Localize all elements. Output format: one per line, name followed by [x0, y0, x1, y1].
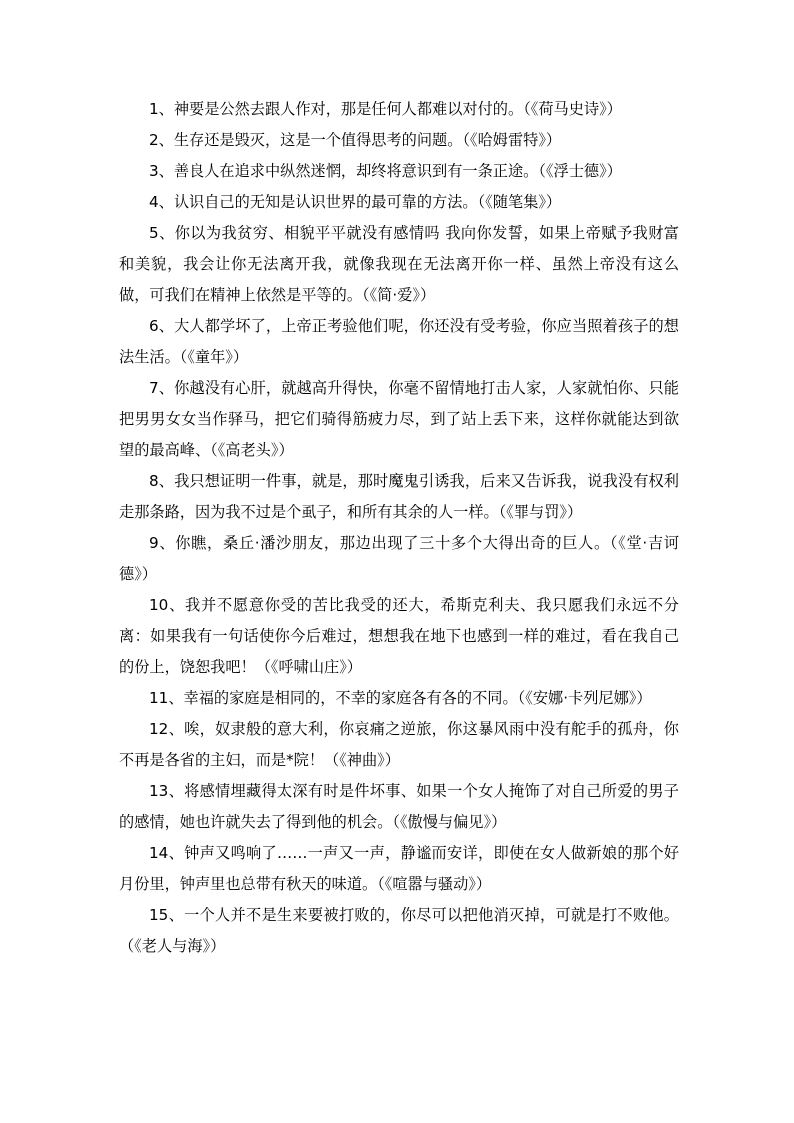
quote-paragraph-11: 11、幸福的家庭是相同的，不幸的家庭各有各的不同。（《安娜·卡列尼娜》）: [149, 689, 652, 707]
quote-paragraph-15: 15、一个人并不是生来要被打败的，你尽可以把他消灭掉，可就是打不败他。（《老人与海》）: [119, 906, 679, 955]
quote-paragraph-9: 9、你瞧，桑丘·潘沙朋友，那边出现了三十多个大得出奇的巨人。（《堂·吉诃德》）: [119, 534, 679, 583]
quote-paragraph-4: 4、认识自己的无知是认识世界的最可靠的方法。（《随笔集》）: [149, 193, 562, 211]
document-body: [119, 94, 679, 962]
quote-paragraph-13: 13、将感情埋藏得太深有时是件坏事、如果一个女人掩饰了对自己所爱的男子的感情，她也许就失去了得到他的机会。（《傲慢与偏见》）: [119, 782, 679, 831]
quote-paragraph-12: 12、唉，奴隶般的意大利，你哀痛之逆旅，你这暴风雨中没有舵手的孤舟，你不再是各省的主妇，而是*院！（《神曲》）: [119, 720, 679, 769]
quote-paragraph-5: 5、你以为我贫穷、相貌平平就没有感情吗 我向你发誓，如果上帝赋予我财富和美貌，我会让你无法离开我，就像我现在无法离开你一样、虽然上帝没有这么做，可我们在精神上依然是平等的。（《简·爱》）: [119, 224, 679, 304]
quote-paragraph-10: 10、我并不愿意你受的苦比我受的还大，希斯克利夫、我只愿我们永远不分离：如果我有一句话使你今后难过，想想我在地下也感到一样的难过，看在我自己的份上，饶恕我吧！（《呼啸山庄》）: [119, 596, 679, 676]
quote-paragraph-1: 1、神要是公然去跟人作对，那是任何人都难以对付的。（《荷马史诗》）: [149, 100, 622, 118]
quote-paragraph-6: 6、大人都学坏了，上帝正考验他们呢，你还没有受考验，你应当照着孩子的想法生活。（《童年》）: [119, 317, 679, 366]
quote-paragraph-8: 8、我只想证明一件事，就是，那时魔鬼引诱我，后来又告诉我，说我没有权利走那条路，因为我不过是个虱子，和所有其余的人一样。（《罪与罚》）: [119, 472, 679, 521]
quote-paragraph-3: 3、善良人在追求中纵然迷惘，却终将意识到有一条正途。（《浮士德》）: [149, 162, 622, 180]
quote-paragraph-2: 2、生存还是毁灭，这是一个值得思考的问题。（《哈姆雷特》）: [149, 131, 562, 149]
quote-paragraph-7: 7、你越没有心肝，就越高升得快，你毫不留情地打击人家，人家就怕你、只能把男男女女当作驿马，把它们骑得筋疲力尽，到了站上丢下来，这样你就能达到欲望的最高峰、（《高老头》）: [119, 379, 679, 459]
quote-paragraph-14: 14、钟声又鸣响了……一声又一声，静谧而安详，即使在女人做新娘的那个好月份里，钟声里也总带有秋天的味道。（《喧嚣与骚动》）: [119, 844, 679, 893]
